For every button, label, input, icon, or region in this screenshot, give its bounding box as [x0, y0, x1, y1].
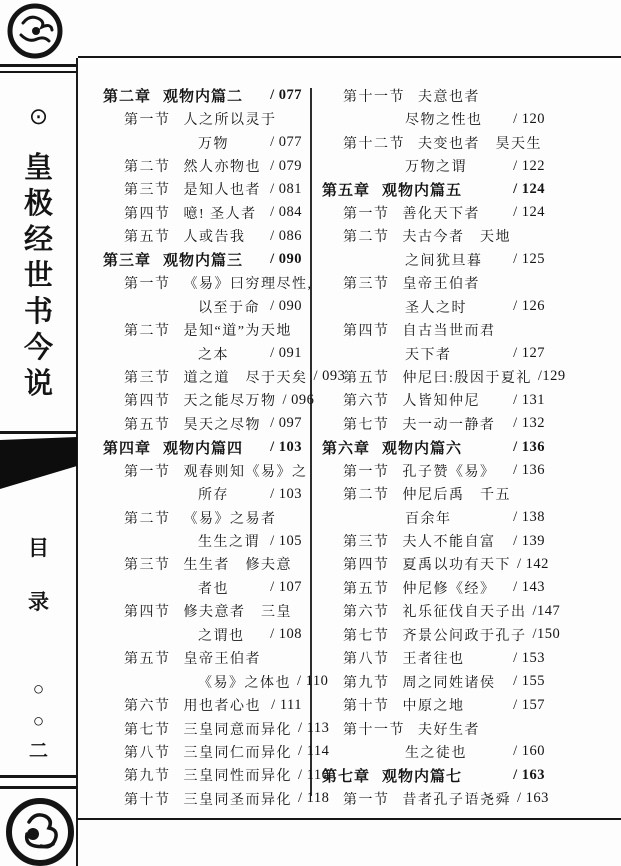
toc-entry-label: 第四节 [124, 394, 171, 410]
toc-entry-title: 礼乐征伐自天子出 [402, 605, 527, 621]
toc-row [322, 670, 545, 693]
toc-entry-title: 百余年 [405, 511, 452, 527]
wedge-ornament [0, 436, 77, 497]
toc-entry-title: 观物内篇二 [163, 88, 244, 106]
toc-entry-label: 第二章 [103, 88, 152, 106]
toc-row [322, 154, 545, 177]
toc-left-column [103, 84, 346, 811]
toc-row [322, 740, 545, 763]
toc-row [103, 436, 302, 459]
toc-entry-title: 夫古今者 天地 [402, 230, 511, 246]
sidebar-bottom-rule-1 [0, 775, 77, 778]
toc-entry-label: 第二节 [124, 160, 171, 176]
sidebar-bottom-rule-2 [0, 786, 77, 789]
toc-entry-label: 第三章 [103, 252, 152, 270]
toc-entry-label: 第二节 [343, 488, 390, 504]
sidebar-bullet: ⊙ [28, 104, 49, 129]
toc-entry-page: / 113 [298, 720, 330, 737]
toc-row [103, 178, 302, 201]
toc-entry-page: / 136 [513, 438, 545, 455]
toc-entry-title: 万物之谓 [405, 160, 467, 176]
toc-entry-title: 齐景公问政于孔子 [402, 628, 527, 644]
toc-entry-label: 第十一节 [343, 89, 405, 105]
toc-entry-title: 夏禹以功有天下 [402, 558, 511, 574]
toc-entry-label: 第三节 [343, 535, 390, 551]
toc-entry-label: 第六节 [124, 699, 171, 715]
toc-entry-title: 《易》之体也 [198, 675, 291, 691]
toc-entry-title: 道之道 尽于天矣 [183, 370, 308, 386]
toc-row [103, 529, 302, 552]
toc-row [103, 84, 302, 107]
toc-entry-title: 人之所以灵于 [183, 113, 277, 129]
toc-row [322, 365, 566, 388]
toc-entry-title: 仲尼后禹 千五 [402, 488, 511, 504]
toc-row [103, 154, 302, 177]
toc-row [103, 482, 302, 505]
toc-entry-label: 第三节 [343, 277, 390, 293]
toc-row [103, 248, 302, 271]
toc-entry-page: / 116 [298, 766, 330, 783]
toc-row [322, 248, 545, 271]
toc-row [103, 365, 346, 388]
book-title-char: 皇 [23, 152, 53, 184]
toc-entry-title: 观物内篇七 [382, 767, 463, 785]
toc-entry-title: 生生之谓 [198, 535, 260, 551]
toc-entry-title: 是知“道”为天地 [183, 324, 292, 340]
toc-entry-page: / 125 [513, 251, 545, 268]
toc-entry-page: / 131 [513, 391, 545, 408]
dragon-seal-bottom-icon [3, 794, 77, 866]
toc-entry-title: 所存 [198, 488, 229, 504]
toc-entry-label: 第五节 [343, 581, 390, 597]
toc-row [103, 787, 330, 810]
toc-entry-page: / 096 [282, 391, 315, 408]
toc-entry-label: 第三节 [124, 370, 171, 386]
toc-row [322, 295, 545, 318]
toc-entry-page: /147 [532, 602, 561, 619]
toc-row [103, 740, 330, 763]
toc-entry-page: / 114 [298, 743, 330, 760]
toc-entry-page: / 163 [513, 766, 545, 783]
toc-entry-title: 用也者心也 [183, 699, 261, 715]
toc-entry-title: 修夫意者 三皇 [183, 605, 292, 621]
toc-entry-page: / 079 [270, 157, 302, 174]
toc-entry-title: 夫变也者 昊天生 [418, 136, 542, 152]
toc-entry-title: 三皇同性而异化 [183, 769, 292, 785]
toc-entry-page: / 097 [270, 415, 302, 432]
toc-row [103, 764, 330, 787]
toc-row [322, 131, 545, 154]
toc-row [103, 717, 330, 740]
toc-row [322, 342, 545, 365]
toc-row [322, 764, 545, 787]
book-title-vertical [0, 150, 77, 402]
toc-entry-title: 尽物之性也 [405, 113, 483, 129]
toc-row [322, 623, 561, 646]
toc-row [103, 459, 308, 482]
toc-entry-title: 万物 [198, 136, 229, 152]
sidebar-top-rule-1 [0, 64, 77, 67]
toc-entry-label: 第十一节 [343, 722, 405, 738]
toc-row [322, 201, 545, 224]
toc-entry-title: 仲尼曰:殷因于夏礼 [402, 370, 532, 386]
toc-entry-page: /150 [532, 626, 561, 643]
toc-entry-page: / 103 [270, 438, 302, 455]
toc-entry-label: 第七节 [343, 417, 390, 433]
toc-entry-page: / 143 [513, 579, 545, 596]
wedge-rule [0, 431, 77, 434]
toc-row [322, 107, 545, 130]
toc-entry-title: 仲尼修《经》 [402, 581, 496, 597]
toc-entry-page: / 081 [270, 180, 302, 197]
toc-row [103, 553, 302, 576]
toc-entry-title: 观物内篇四 [163, 439, 244, 457]
toc-entry-title: 人或告我 [183, 230, 246, 246]
toc-row [322, 318, 545, 341]
sidebar-top-rule-2 [0, 71, 77, 73]
toc-entry-label: 第四节 [124, 605, 171, 621]
toc-entry-label: 第一节 [124, 277, 171, 293]
toc-entry-title: 噫! 圣人者 [183, 206, 257, 222]
toc-entry-page: / 108 [270, 626, 302, 643]
toc-entry-title: 三皇同圣而异化 [183, 792, 292, 808]
toc-entry-page: / 103 [270, 485, 302, 502]
toc-entry-title: 夫意也者 [418, 89, 480, 105]
toc-entry-label: 第五节 [124, 230, 171, 246]
toc-row [322, 647, 545, 670]
toc-row [103, 600, 302, 623]
toc-entry-page: / 105 [270, 532, 302, 549]
toc-row [322, 178, 545, 201]
toc-entry-label: 第一节 [343, 206, 390, 222]
toc-entry-page: / 118 [298, 790, 330, 807]
toc-entry-label: 第二节 [343, 230, 390, 246]
toc-row [322, 717, 545, 740]
toc-entry-label: 第一节 [124, 464, 171, 480]
toc-row [322, 272, 545, 295]
toc-entry-title: 夫人不能自富 [402, 535, 496, 551]
toc-row [103, 506, 302, 529]
toc-entry-title: 夫一动一静者 [402, 417, 496, 433]
toc-entry-page: / 136 [513, 462, 545, 479]
toc-entry-page: /129 [537, 368, 566, 385]
toc-entry-page: / 163 [517, 790, 549, 807]
toc-row [322, 389, 545, 412]
toc-entry-title: 之谓也 [198, 628, 245, 644]
toc-entry-page: / 077 [270, 87, 302, 104]
toc-entry-page: / 111 [271, 696, 302, 713]
toc-row [103, 225, 302, 248]
toc-row [103, 295, 302, 318]
toc-entry-label: 第一节 [343, 792, 390, 808]
toc-entry-label: 第一节 [124, 113, 171, 129]
toc-row [103, 318, 302, 341]
toc-entry-label: 第二节 [124, 511, 171, 527]
toc-row [322, 693, 545, 716]
toc-label-char-1: 目 [28, 536, 49, 560]
toc-entry-title: 三皇同仁而异化 [183, 745, 292, 761]
toc-entry-page: / 142 [517, 555, 549, 572]
toc-entry-page: / 093 [313, 368, 346, 385]
toc-entry-title: 《易》曰穷理尽性, [183, 277, 313, 293]
toc-entry-page: / 127 [513, 345, 545, 362]
toc-entry-label: 第六节 [343, 394, 390, 410]
toc-entry-title: 然人亦物也 [183, 160, 261, 176]
toc-entry-title: 三皇同意而异化 [183, 722, 292, 738]
toc-row [322, 529, 545, 552]
toc-row [103, 576, 302, 599]
toc-row [103, 107, 302, 130]
book-title-char: 今 [23, 332, 53, 364]
toc-entry-label: 第三节 [124, 183, 171, 199]
book-title-char: 经 [23, 224, 53, 256]
toc-entry-label: 第一节 [343, 464, 390, 480]
toc-entry-title: 王者往也 [402, 652, 465, 668]
page-top-rule [78, 56, 621, 58]
toc-entry-title: 圣人之时 [405, 300, 467, 316]
toc-row [322, 459, 545, 482]
toc-entry-label: 第六章 [322, 439, 371, 457]
toc-row [322, 84, 545, 107]
toc-entry-title: 观物内篇六 [382, 439, 463, 457]
sidebar-pagenum-char-3: 二 [28, 741, 48, 762]
toc-entry-title: 观物内篇五 [382, 181, 463, 199]
toc-entry-page: / 120 [513, 110, 545, 127]
toc-entry-page: / 139 [513, 532, 545, 549]
toc-row [322, 600, 561, 623]
toc-entry-label: 第七章 [322, 767, 371, 785]
toc-right-column [322, 84, 566, 811]
toc-entry-title: 是知人也者 [183, 183, 261, 199]
toc-entry-label: 第五节 [124, 652, 171, 668]
toc-entry-title: 《易》之易者 [183, 511, 277, 527]
toc-entry-title: 天之能尽万物 [183, 394, 277, 410]
toc-entry-page: / 077 [270, 134, 302, 151]
sidebar-pagenum-char-1: ○ [32, 679, 45, 700]
page-bottom-rule [78, 818, 621, 820]
toc-entry-title: 生生者 修夫意 [183, 558, 292, 574]
toc-entry-label: 第十节 [343, 699, 390, 715]
toc-entry-label: 第五章 [322, 181, 371, 199]
toc-entry-page: / 107 [270, 579, 302, 596]
toc-entry-title: 中原之地 [402, 699, 465, 715]
toc-entry-label: 第三节 [124, 558, 171, 574]
toc-entry-title: 周之同姓诸侯 [402, 675, 496, 691]
toc-row [103, 342, 302, 365]
toc-entry-title: 人皆知仲尼 [402, 394, 480, 410]
toc-entry-title: 天下者 [405, 347, 452, 363]
toc-row [103, 623, 302, 646]
sidebar-pagenum-char-2: ○ [32, 711, 45, 732]
toc-row [322, 553, 549, 576]
toc-entry-page: / 110 [297, 673, 329, 690]
toc-entry-label: 第五节 [124, 417, 171, 433]
toc-row [322, 482, 545, 505]
toc-entry-label: 第二节 [124, 324, 171, 340]
toc-row [322, 576, 545, 599]
toc-entry-label: 第十节 [124, 792, 171, 808]
toc-entry-title: 者也 [198, 581, 229, 597]
book-title-char: 书 [23, 296, 53, 328]
toc-entry-label: 第八节 [343, 652, 390, 668]
toc-entry-title: 夫好生者 [418, 722, 480, 738]
toc-entry-title: 皇帝王伯者 [402, 277, 480, 293]
toc-entry-label: 第六节 [343, 605, 390, 621]
toc-row [103, 693, 302, 716]
toc-entry-label: 第九节 [124, 769, 171, 785]
book-title-char: 极 [23, 188, 53, 220]
toc-entry-title: 之本 [198, 347, 229, 363]
toc-entry-title: 观物内篇三 [163, 252, 244, 270]
toc-entry-page: / 126 [513, 298, 545, 315]
toc-entry-page: / 084 [270, 204, 302, 221]
toc-entry-label: 第四节 [343, 324, 390, 340]
toc-entry-label: 第七节 [124, 722, 171, 738]
toc-entry-title: 观春则知《易》之 [183, 464, 308, 480]
toc-entry-title: 自古当世而君 [402, 324, 496, 340]
toc-entry-page: / 155 [513, 673, 545, 690]
toc-entry-page: / 157 [513, 696, 545, 713]
toc-entry-title: 昊天之尽物 [183, 417, 261, 433]
toc-entry-label: 第四节 [124, 206, 171, 222]
toc-entry-label: 第四章 [103, 439, 152, 457]
toc-entry-title: 昔者孔子语尧舜 [402, 792, 511, 808]
toc-entry-page: / 124 [513, 180, 545, 197]
toc-entry-label: 第十二节 [343, 136, 405, 152]
toc-entry-label: 第九节 [343, 675, 390, 691]
toc-row [322, 436, 545, 459]
toc-entry-title: 生之徒也 [405, 745, 467, 761]
toc-row [103, 272, 313, 295]
toc-entry-title: 善化天下者 [402, 206, 480, 222]
toc-entry-page: / 132 [513, 415, 545, 432]
book-title-char: 说 [23, 368, 53, 400]
toc-row [103, 201, 302, 224]
toc-entry-title: 皇帝王伯者 [183, 652, 261, 668]
toc-entry-label: 第八节 [124, 745, 171, 761]
toc-row [322, 787, 549, 810]
toc-entry-page: / 086 [270, 227, 302, 244]
toc-entry-page: / 153 [513, 649, 545, 666]
toc-row [103, 670, 329, 693]
toc-entry-page: / 124 [513, 204, 545, 221]
dragon-seal-icon [5, 1, 65, 66]
toc-entry-title: 之间犹旦暮 [405, 253, 483, 269]
toc-entry-page: / 090 [270, 298, 302, 315]
toc-row [103, 647, 302, 670]
toc-entry-title: 孔子赞《易》 [402, 464, 496, 480]
toc-row [322, 225, 545, 248]
toc-entry-page: / 090 [270, 251, 302, 268]
toc-entry-page: / 122 [513, 157, 545, 174]
toc-entry-label: 第五节 [343, 370, 390, 386]
toc-entry-page: / 091 [270, 345, 302, 362]
book-title-char: 世 [23, 260, 53, 292]
toc-entry-page: / 138 [513, 509, 545, 526]
toc-row [103, 131, 302, 154]
toc-row [103, 412, 302, 435]
toc-entry-label: 第四节 [343, 558, 390, 574]
toc-row [322, 506, 545, 529]
toc-entry-page: / 160 [513, 743, 545, 760]
toc-row [322, 412, 545, 435]
toc-row [103, 389, 315, 412]
toc-label-char-2: 录 [28, 590, 49, 614]
toc-entry-label: 第七节 [343, 628, 390, 644]
toc-entry-title: 以至于命 [198, 300, 260, 316]
